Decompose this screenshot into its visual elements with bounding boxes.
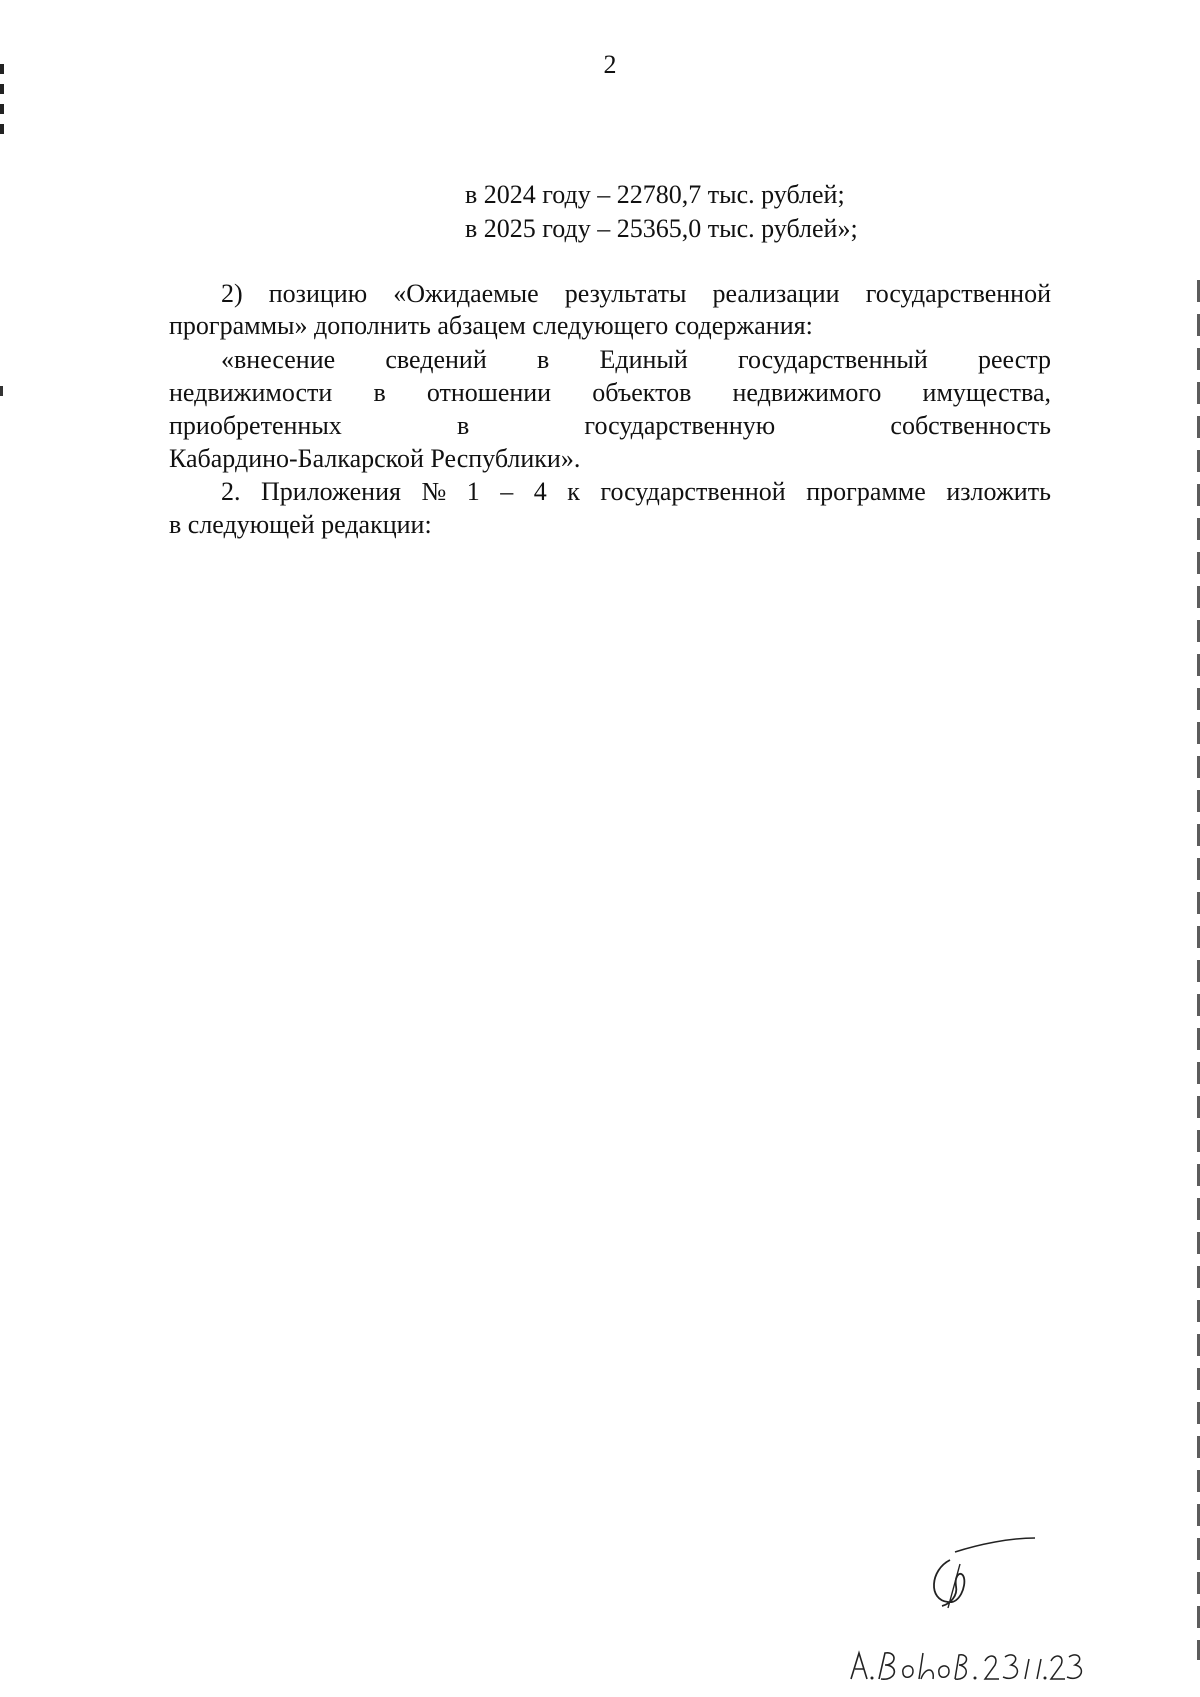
word: в [373, 378, 386, 407]
word: Единый [599, 345, 688, 374]
budget-line-2024: в 2024 году – 22780,7 тыс. рублей; [465, 180, 845, 209]
word: 2. [221, 477, 241, 506]
word: государственную [584, 411, 776, 440]
word: № [421, 477, 447, 506]
handwritten-note [845, 1645, 1085, 1687]
word: имущества, [922, 378, 1051, 407]
item2-line1 [221, 279, 1051, 309]
point2-line1 [221, 477, 1051, 507]
quote-line1 [221, 345, 1051, 375]
word: 4 [533, 477, 547, 506]
word: в [456, 411, 470, 440]
word: государственной [600, 477, 786, 506]
quote-line4: Кабардино-Балкарской Республики». [169, 444, 581, 473]
word: реестр [978, 345, 1051, 374]
word: отношении [426, 378, 552, 407]
page-number: 2 [603, 50, 617, 79]
word: 1 [466, 477, 480, 506]
word: недвижимости [169, 378, 333, 407]
word: Приложения [261, 477, 401, 506]
word: программе [806, 477, 926, 506]
word: приобретенных [169, 411, 342, 440]
word: собственность [890, 411, 1051, 440]
word: «внесение [221, 345, 336, 374]
word: – [500, 477, 514, 506]
word: изложить [946, 477, 1051, 506]
margin-tick [0, 386, 3, 396]
quote-line2 [169, 378, 1051, 408]
word: сведений [385, 345, 487, 374]
word: недвижимого [732, 378, 882, 407]
word: государственный [738, 345, 928, 374]
item2-line2: программы» дополнить абзацем следующего содержания: [169, 311, 813, 340]
point2-line2: в следующей редакции: [169, 510, 432, 539]
word: в [536, 345, 550, 374]
word: к [567, 477, 580, 506]
word: объектов [592, 378, 692, 407]
item2-line1-text: 2) позицию «Ожидаемые результаты реализации государственной [221, 279, 1051, 308]
signature [920, 1530, 1040, 1610]
quote-line3 [169, 411, 1051, 441]
budget-line-2025: в 2025 году – 25365,0 тыс. рублей»; [465, 214, 858, 243]
